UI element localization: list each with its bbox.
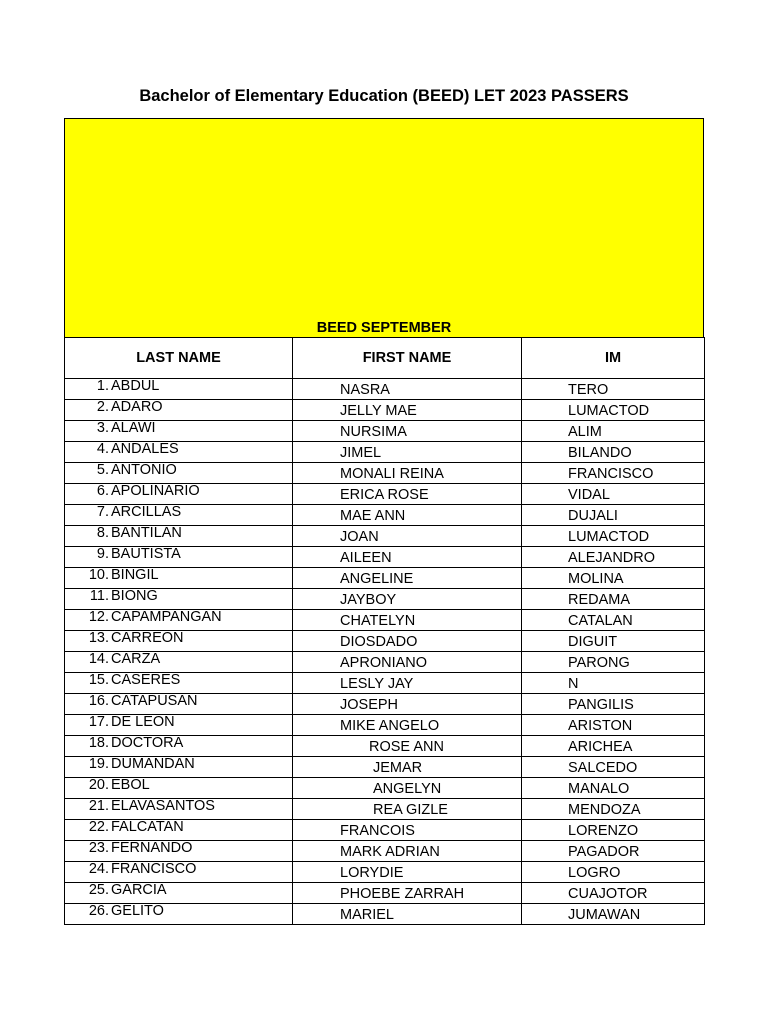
- first-name-cell: MAE ANN: [293, 506, 522, 527]
- row-number: 26.: [88, 903, 109, 919]
- table-row: [65, 463, 705, 484]
- last-name-cell: [65, 799, 293, 820]
- middle-name-cell: LUMACTOD: [522, 401, 705, 422]
- middle-name-cell: MOLINA: [522, 569, 705, 590]
- last-name-cell: [65, 631, 293, 652]
- middle-name-cell: REDAMA: [522, 590, 705, 611]
- row-number: 23.: [88, 840, 109, 856]
- middle-name-cell: ALEJANDRO: [522, 548, 705, 569]
- last-name: ALAWI: [111, 420, 156, 436]
- last-name-cell: [65, 610, 293, 631]
- table-row: [65, 883, 705, 904]
- passers-table-frame: [64, 118, 704, 925]
- first-name-cell: ERICA ROSE: [293, 485, 522, 506]
- first-name-cell: MARIEL: [293, 905, 522, 926]
- row-number: 20.: [88, 777, 109, 793]
- last-name-cell: [65, 463, 293, 484]
- table-row: [65, 568, 705, 589]
- middle-name-cell: CATALAN: [522, 611, 705, 632]
- table-row: [65, 673, 705, 694]
- last-name: BAUTISTA: [111, 546, 181, 562]
- last-name: ABDUL: [111, 378, 160, 394]
- last-name-cell: [65, 673, 293, 694]
- middle-name-cell: PANGILIS: [522, 695, 705, 716]
- middle-name-cell: PARONG: [522, 653, 705, 674]
- middle-name-cell: FRANCISCO: [522, 464, 705, 485]
- last-name: ELAVASANTOS: [111, 798, 215, 814]
- table-row: [65, 442, 705, 463]
- section-label: BEED SEPTEMBER: [316, 320, 452, 336]
- yellow-banner: [64, 118, 704, 337]
- middle-name-cell: TERO: [522, 380, 705, 401]
- first-name-cell: MARK ADRIAN: [293, 842, 522, 863]
- document-title: Bachelor of Elementary Education (BEED) LET 2023 PASSERS: [139, 87, 629, 105]
- first-name-cell: REA GIZLE: [293, 800, 522, 821]
- last-name: FALCATAN: [111, 819, 184, 835]
- middle-name-cell: VIDAL: [522, 485, 705, 506]
- last-name-cell: [65, 505, 293, 526]
- last-name: APOLINARIO: [111, 483, 200, 499]
- first-name-cell: CHATELYN: [293, 611, 522, 632]
- row-number: 9.: [96, 546, 109, 562]
- table-row: [65, 379, 705, 400]
- last-name-cell: [65, 484, 293, 505]
- middle-name-cell: SALCEDO: [522, 758, 705, 779]
- table-row: [65, 526, 705, 547]
- table-row: [65, 715, 705, 736]
- row-number: 15.: [88, 672, 109, 688]
- row-number: 10.: [88, 567, 109, 583]
- table-row: [65, 631, 705, 652]
- table-row: [65, 484, 705, 505]
- last-name: ANTONIO: [111, 462, 177, 478]
- row-number: 3.: [96, 420, 109, 436]
- row-number: 22.: [88, 819, 109, 835]
- first-name-cell: DIOSDADO: [293, 632, 522, 653]
- header-first-name: FIRST NAME: [293, 338, 522, 379]
- first-name-cell: JAYBOY: [293, 590, 522, 611]
- last-name-cell: [65, 883, 293, 904]
- row-number: 4.: [96, 441, 109, 457]
- last-name-cell: [65, 757, 293, 778]
- last-name: CARZA: [111, 651, 161, 667]
- middle-name-cell: DUJALI: [522, 506, 705, 527]
- last-name: ADARO: [111, 399, 163, 415]
- last-name: EBOL: [111, 777, 150, 793]
- table-row: [65, 421, 705, 442]
- last-name-cell: [65, 820, 293, 841]
- row-number: 14.: [88, 651, 109, 667]
- row-number: 1.: [96, 378, 109, 394]
- table-row: [65, 610, 705, 631]
- middle-name-cell: ARICHEA: [522, 737, 705, 758]
- last-name: ANDALES: [111, 441, 179, 457]
- row-number: 6.: [96, 483, 109, 499]
- last-name: CARREON: [111, 630, 184, 646]
- middle-name-cell: CUAJOTOR: [522, 884, 705, 905]
- row-number: 12.: [88, 609, 109, 625]
- table-row: [65, 841, 705, 862]
- row-number: 24.: [88, 861, 109, 877]
- row-number: 8.: [96, 525, 109, 541]
- last-name-cell: [65, 904, 293, 925]
- row-number: 2.: [96, 399, 109, 415]
- table-row: [65, 862, 705, 883]
- last-name: ARCILLAS: [111, 504, 182, 520]
- middle-name-cell: N: [522, 674, 705, 695]
- middle-name-cell: LUMACTOD: [522, 527, 705, 548]
- last-name-cell: [65, 736, 293, 757]
- last-name-cell: [65, 715, 293, 736]
- first-name-cell: ANGELINE: [293, 569, 522, 590]
- first-name-cell: JEMAR: [293, 758, 522, 779]
- row-number: 13.: [88, 630, 109, 646]
- header-im: IM: [522, 338, 705, 379]
- last-name-cell: [65, 694, 293, 715]
- row-number: 11.: [89, 588, 109, 604]
- last-name: FERNANDO: [111, 840, 193, 856]
- first-name-cell: JOAN: [293, 527, 522, 548]
- row-number: 18.: [88, 735, 109, 751]
- table-row: [65, 694, 705, 715]
- last-name: DUMANDAN: [111, 756, 195, 772]
- first-name-cell: NURSIMA: [293, 422, 522, 443]
- first-name-cell: APRONIANO: [293, 653, 522, 674]
- table-row: [65, 778, 705, 799]
- row-number: 19.: [88, 756, 109, 772]
- middle-name-cell: LORENZO: [522, 821, 705, 842]
- table-row: [65, 400, 705, 421]
- last-name: BIONG: [111, 588, 158, 604]
- row-number: 16.: [88, 693, 109, 709]
- last-name-cell: [65, 778, 293, 799]
- last-name-cell: [65, 652, 293, 673]
- first-name-cell: FRANCOIS: [293, 821, 522, 842]
- last-name-cell: [65, 526, 293, 547]
- header-row: [65, 338, 705, 379]
- last-name-cell: [65, 841, 293, 862]
- last-name: CAPAMPANGAN: [111, 609, 222, 625]
- row-number: 25.: [88, 882, 109, 898]
- last-name: FRANCISCO: [111, 861, 197, 877]
- last-name-cell: [65, 379, 293, 400]
- table-row: [65, 799, 705, 820]
- first-name-cell: JELLY MAE: [293, 401, 522, 422]
- table-row: [65, 652, 705, 673]
- middle-name-cell: JUMAWAN: [522, 905, 705, 926]
- row-number: 17.: [88, 714, 109, 730]
- header-last-name: LAST NAME: [65, 338, 293, 379]
- last-name: GARCIA: [111, 882, 167, 898]
- first-name-cell: ANGELYN: [293, 779, 522, 800]
- table-row: [65, 820, 705, 841]
- first-name-cell: MIKE ANGELO: [293, 716, 522, 737]
- table-row: [65, 736, 705, 757]
- middle-name-cell: LOGRO: [522, 863, 705, 884]
- first-name-cell: AILEEN: [293, 548, 522, 569]
- table-row: [65, 505, 705, 526]
- middle-name-cell: BILANDO: [522, 443, 705, 464]
- first-name-cell: JIMEL: [293, 443, 522, 464]
- middle-name-cell: PAGADOR: [522, 842, 705, 863]
- last-name-cell: [65, 547, 293, 568]
- middle-name-cell: MENDOZA: [522, 800, 705, 821]
- row-number: 5.: [96, 462, 109, 478]
- first-name-cell: LORYDIE: [293, 863, 522, 884]
- table-row: [65, 904, 705, 925]
- passers-table: [64, 337, 705, 925]
- last-name-cell: [65, 400, 293, 421]
- last-name-cell: [65, 589, 293, 610]
- last-name: CATAPUSAN: [111, 693, 198, 709]
- first-name-cell: LESLY JAY: [293, 674, 522, 695]
- last-name: CASERES: [111, 672, 181, 688]
- last-name-cell: [65, 442, 293, 463]
- first-name-cell: NASRA: [293, 380, 522, 401]
- middle-name-cell: ARISTON: [522, 716, 705, 737]
- last-name-cell: [65, 421, 293, 442]
- last-name: GELITO: [111, 903, 164, 919]
- last-name-cell: [65, 862, 293, 883]
- table-body: [65, 379, 705, 925]
- row-number: 7.: [96, 504, 109, 520]
- last-name: BINGIL: [111, 567, 159, 583]
- middle-name-cell: MANALO: [522, 779, 705, 800]
- last-name: DE LEON: [111, 714, 175, 730]
- first-name-cell: JOSEPH: [293, 695, 522, 716]
- middle-name-cell: DIGUIT: [522, 632, 705, 653]
- table-row: [65, 589, 705, 610]
- last-name-cell: [65, 568, 293, 589]
- table-row: [65, 757, 705, 778]
- first-name-cell: MONALI REINA: [293, 464, 522, 485]
- middle-name-cell: ALIM: [522, 422, 705, 443]
- first-name-cell: ROSE ANN: [293, 737, 522, 758]
- first-name-cell: PHOEBE ZARRAH: [293, 884, 522, 905]
- last-name: BANTILAN: [111, 525, 182, 541]
- row-number: 21.: [88, 798, 109, 814]
- table-row: [65, 547, 705, 568]
- last-name: DOCTORA: [111, 735, 184, 751]
